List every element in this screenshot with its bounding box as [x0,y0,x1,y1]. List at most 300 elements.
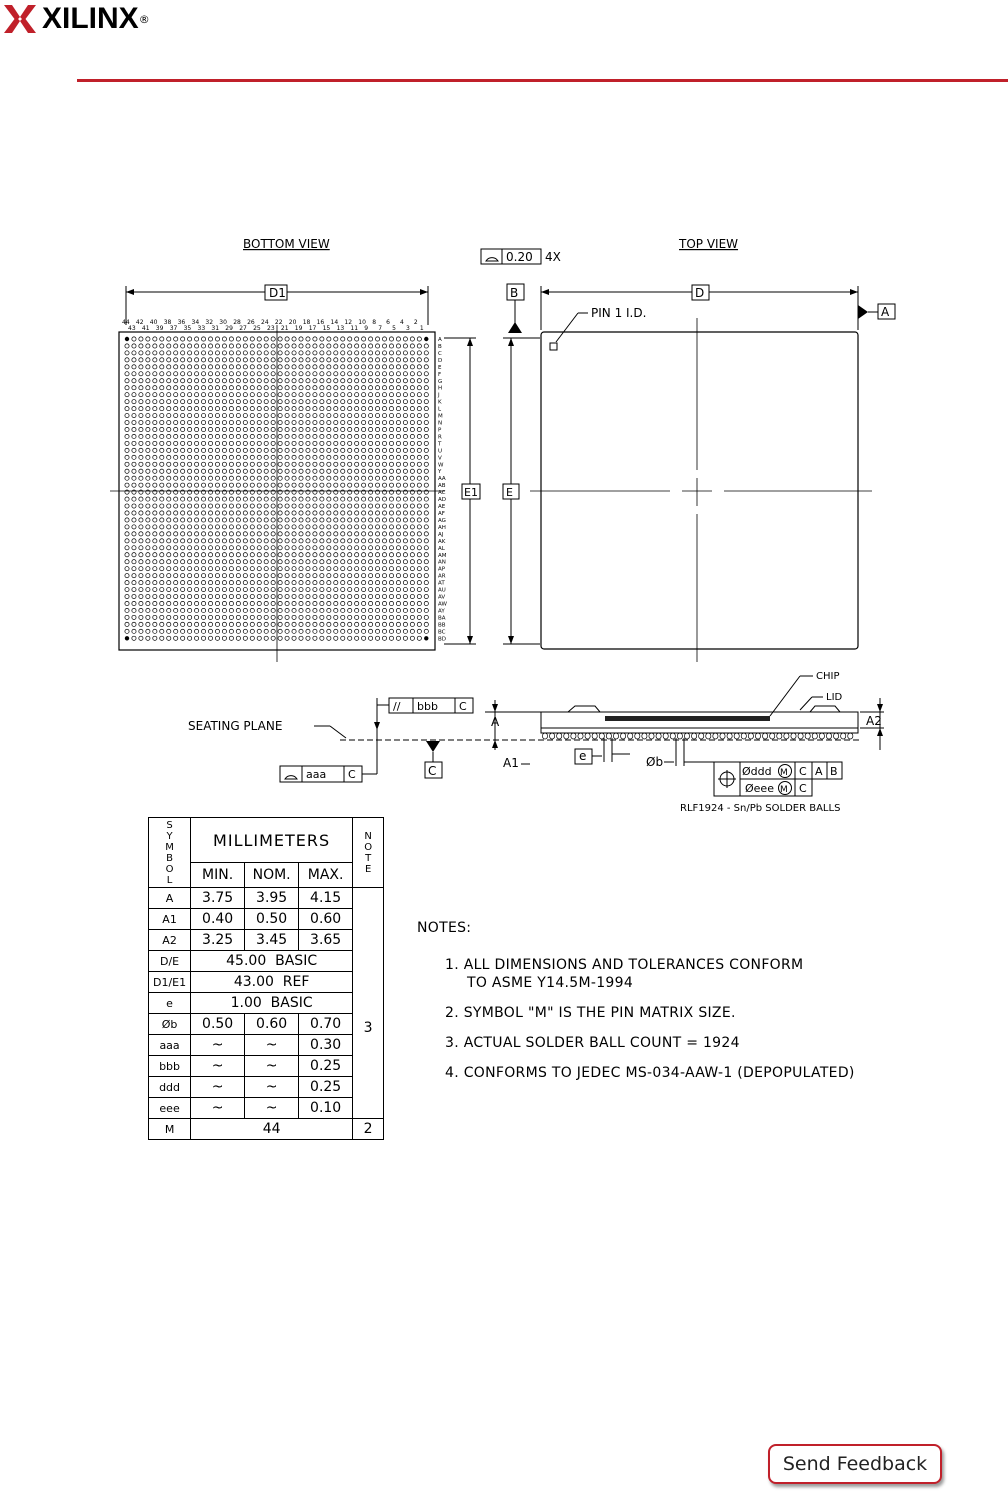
row-label: L [438,406,442,413]
solder-ball [341,601,345,605]
solder-ball [250,497,254,501]
solder-ball [375,358,379,362]
solder-ball [285,546,289,550]
solder-ball [320,608,324,612]
dimension-row [149,1014,384,1035]
solder-ball [348,601,352,605]
solder-ball [153,560,157,564]
solder-ball [257,351,261,355]
solder-ball [299,413,303,417]
solder-ball [208,615,212,619]
solder-ball [139,615,143,619]
solder-ball [410,469,414,473]
solder-ball [125,608,129,612]
solder-ball [292,608,296,612]
solder-ball [222,532,226,536]
dimension-row [149,1098,384,1119]
side-ball [819,733,824,739]
solder-ball [410,476,414,480]
solder-ball [146,344,150,348]
side-ball [699,733,704,739]
solder-ball [285,455,289,459]
solder-ball [201,344,205,348]
solder-ball [410,567,414,571]
solder-ball [382,525,386,529]
solder-ball [215,455,219,459]
solder-ball [243,601,247,605]
solder-ball [188,434,192,438]
row-span-value: 43.00 REF [191,972,353,993]
solder-ball [334,553,338,557]
min-header: MIN. [191,863,245,888]
solder-ball [229,574,233,578]
solder-ball [229,560,233,564]
solder-ball [243,400,247,404]
row-label: BB [438,622,446,629]
solder-ball [382,351,386,355]
solder-ball [236,358,240,362]
solder-ball [389,532,393,536]
column-label: 32 [205,319,214,326]
solder-ball [208,587,212,591]
solder-ball [243,581,247,585]
solder-ball [236,455,240,459]
solder-ball [306,407,310,411]
solder-ball [195,413,199,417]
solder-ball [167,574,171,578]
solder-ball [208,407,212,411]
solder-ball [403,393,407,397]
side-ball [812,733,817,739]
solder-ball [362,615,366,619]
solder-ball [215,420,219,424]
column-label: 5 [392,325,396,332]
solder-ball [355,504,359,508]
solder-ball [215,539,219,543]
solder-ball [146,504,150,508]
solder-ball [362,351,366,355]
solder-ball [362,386,366,390]
solder-ball [334,476,338,480]
bbb-tol: bbb [417,700,438,713]
solder-ball [229,511,233,515]
solder-ball [278,511,282,515]
solder-ball [125,615,129,619]
solder-ball [306,615,310,619]
solder-ball [306,560,310,564]
solder-ball [278,337,282,341]
bottom-view-title: BOTTOM VIEW [243,237,330,251]
solder-ball [355,476,359,480]
row-symbol: A2 [149,930,191,951]
solder-ball [424,594,428,598]
solder-ball [389,525,393,529]
solder-ball [174,344,178,348]
solder-ball [313,504,317,508]
solder-ball [139,407,143,411]
solder-ball [132,469,136,473]
solder-ball [167,393,171,397]
solder-ball [382,532,386,536]
solder-ball [125,504,129,508]
solder-ball [369,594,373,598]
solder-ball [125,434,129,438]
solder-ball [320,525,324,529]
solder-ball [410,497,414,501]
solder-ball [146,400,150,404]
solder-ball [139,441,143,445]
solder-ball [375,608,379,612]
solder-ball [181,608,185,612]
solder-ball [264,469,268,473]
solder-ball [167,455,171,459]
solder-ball [222,622,226,626]
solder-ball [417,546,421,550]
solder-ball [250,581,254,585]
solder-ball [306,504,310,508]
solder-ball [132,511,136,515]
row-min-value: ~ [191,1056,245,1077]
solder-ball [146,511,150,515]
solder-ball [181,539,185,543]
solder-ball [327,393,331,397]
solder-ball [403,574,407,578]
solder-ball [396,483,400,487]
solder-ball [174,594,178,598]
solder-ball [236,337,240,341]
solder-ball [201,372,205,376]
solder-ball [222,337,226,341]
solder-ball [348,427,352,431]
solder-ball [215,581,219,585]
solder-ball [355,581,359,585]
solder-ball [174,532,178,536]
solder-ball [389,351,393,355]
solder-ball [236,553,240,557]
solder-ball [369,413,373,417]
solder-ball [375,615,379,619]
solder-ball [215,615,219,619]
solder-ball [320,420,324,424]
solder-ball [160,351,164,355]
solder-ball [271,615,275,619]
solder-ball [278,553,282,557]
solder-ball [375,539,379,543]
solder-ball [320,386,324,390]
solder-ball [188,441,192,445]
solder-ball [341,400,345,404]
solder-ball [348,455,352,459]
solder-ball [264,636,268,640]
solder-ball [236,407,240,411]
solder-ball [410,427,414,431]
solder-ball [188,448,192,452]
solder-ball [327,574,331,578]
solder-ball [278,497,282,501]
solder-ball [229,351,233,355]
solder-ball [396,413,400,417]
solder-ball [375,546,379,550]
solder-ball [139,601,143,605]
solder-ball [334,400,338,404]
row-label: AH [438,524,446,531]
solder-ball [146,518,150,522]
solder-ball [410,351,414,355]
row-label: AU [438,587,446,594]
solder-ball [320,574,324,578]
solder-ball [181,407,185,411]
solder-ball [313,560,317,564]
solder-ball [236,539,240,543]
solder-ball [195,567,199,571]
solder-ball [236,351,240,355]
dimension-row [149,972,384,993]
solder-ball [229,497,233,501]
solder-ball [167,518,171,522]
solder-ball [125,393,129,397]
pin1-marker [550,343,557,350]
solder-ball [153,574,157,578]
solder-ball [396,427,400,431]
row-nom-value: ~ [245,1098,299,1119]
solder-ball [410,344,414,348]
solder-ball [125,539,129,543]
column-label: 1 [419,325,424,332]
row-label: AJ [438,531,444,538]
solder-ball [215,518,219,522]
solder-ball [264,553,268,557]
solder-ball [424,560,428,564]
solder-ball [188,629,192,633]
solder-ball [348,358,352,362]
solder-ball [382,567,386,571]
solder-ball [139,483,143,487]
solder-ball [389,400,393,404]
solder-ball [153,441,157,445]
solder-ball [320,622,324,626]
solder-ball [236,581,240,585]
solder-ball [125,511,129,515]
solder-ball [229,379,233,383]
solder-ball [271,448,275,452]
solder-ball [229,483,233,487]
solder-ball [424,407,428,411]
solder-ball [341,504,345,508]
solder-ball [257,574,261,578]
solder-ball [167,539,171,543]
solder-ball [215,400,219,404]
solder-ball [313,525,317,529]
solder-ball [355,587,359,591]
solder-ball [195,400,199,404]
solder-ball [250,455,254,459]
solder-ball [382,448,386,452]
solder-ball [250,407,254,411]
solder-ball [250,574,254,578]
solder-ball [417,344,421,348]
solder-ball [174,469,178,473]
solder-ball [299,539,303,543]
solder-ball [236,601,240,605]
solder-ball [222,372,226,376]
solder-ball [424,539,428,543]
solder-ball [362,344,366,348]
solder-ball [195,386,199,390]
solder-ball [153,448,157,452]
solder-ball [160,400,164,404]
side-ball [841,733,846,739]
solder-ball [292,581,296,585]
side-ball [791,733,796,739]
solder-ball [313,469,317,473]
solder-ball [174,546,178,550]
row-max-value: 0.60 [299,909,353,930]
solder-ball [264,441,268,445]
solder-ball [285,615,289,619]
solder-ball [243,365,247,369]
solder-ball [215,476,219,480]
row-label: AE [438,504,446,511]
solder-ball [195,525,199,529]
solder-ball [271,337,275,341]
solder-ball [389,567,393,571]
solder-ball [208,546,212,550]
solder-ball [396,372,400,376]
solder-ball [410,448,414,452]
solder-ball [167,358,171,362]
solder-ball [278,372,282,376]
solder-ball [299,504,303,508]
solder-ball [375,455,379,459]
solder-ball [348,594,352,598]
solder-ball [250,622,254,626]
solder-ball [167,629,171,633]
solder-ball [153,337,157,341]
solder-ball [403,413,407,417]
solder-ball [278,525,282,529]
solder-ball [125,420,129,424]
solder-ball [327,581,331,585]
solder-ball [167,413,171,417]
solder-ball [146,601,150,605]
solder-ball [264,462,268,466]
solder-ball [264,365,268,369]
solder-ball [264,574,268,578]
solder-ball [313,587,317,591]
solder-ball [285,427,289,431]
solder-ball [195,539,199,543]
solder-ball [306,469,310,473]
solder-ball [271,407,275,411]
solder-ball [236,560,240,564]
solder-ball [375,504,379,508]
solder-ball [201,615,205,619]
solder-ball [389,622,393,626]
solder-ball [334,546,338,550]
solder-ball [264,483,268,487]
solder-ball [292,525,296,529]
solder-ball [396,358,400,362]
row-symbol: Øb [149,1014,191,1035]
solder-ball [396,511,400,515]
solder-ball [313,518,317,522]
a2-dim-label: A2 [866,714,882,728]
solder-ball [348,337,352,341]
solder-ball [146,379,150,383]
solder-ball [306,608,310,612]
solder-ball [362,372,366,376]
solder-ball [355,553,359,557]
solder-ball [369,532,373,536]
solder-ball [167,427,171,431]
solder-ball [292,518,296,522]
solder-ball [167,469,171,473]
solder-ball [174,455,178,459]
solder-ball [334,622,338,626]
solder-ball [181,574,185,578]
solder-ball [153,413,157,417]
solder-ball [382,420,386,424]
column-label: 27 [239,325,247,332]
solder-ball [160,608,164,612]
solder-ball [153,365,157,369]
solder-ball [215,497,219,501]
solder-ball [313,462,317,466]
send-feedback-button[interactable]: Send Feedback [768,1444,942,1484]
solder-ball [362,455,366,459]
row-nom-value: ~ [245,1035,299,1056]
solder-ball [181,629,185,633]
solder-ball [348,441,352,445]
solder-ball [278,622,282,626]
row-label: J [438,392,440,399]
solder-ball [153,615,157,619]
solder-ball [334,511,338,515]
solder-ball [243,462,247,466]
solder-ball [417,379,421,383]
solder-ball [369,372,373,376]
solder-ball [201,574,205,578]
logo-text: XILINX [42,2,139,35]
solder-ball [257,539,261,543]
solder-ball [160,560,164,564]
solder-ball [389,636,393,640]
solder-ball [334,608,338,612]
solder-ball [125,469,129,473]
solder-ball [174,379,178,383]
row-label: AA [438,476,446,483]
solder-ball [341,469,345,473]
solder-ball [132,351,136,355]
solder-ball [257,386,261,390]
row-label: AV [438,594,446,601]
solder-ball [292,497,296,501]
solder-ball [139,337,143,341]
solder-ball [229,615,233,619]
solder-ball [236,511,240,515]
solder-ball [222,601,226,605]
solder-ball [285,351,289,355]
solder-ball [236,532,240,536]
solder-ball [153,532,157,536]
solder-ball [320,351,324,355]
solder-ball [299,567,303,571]
column-label: 22 [274,319,283,326]
solder-ball [285,608,289,612]
solder-ball [146,594,150,598]
solder-ball [174,386,178,390]
dimension-row [149,951,384,972]
